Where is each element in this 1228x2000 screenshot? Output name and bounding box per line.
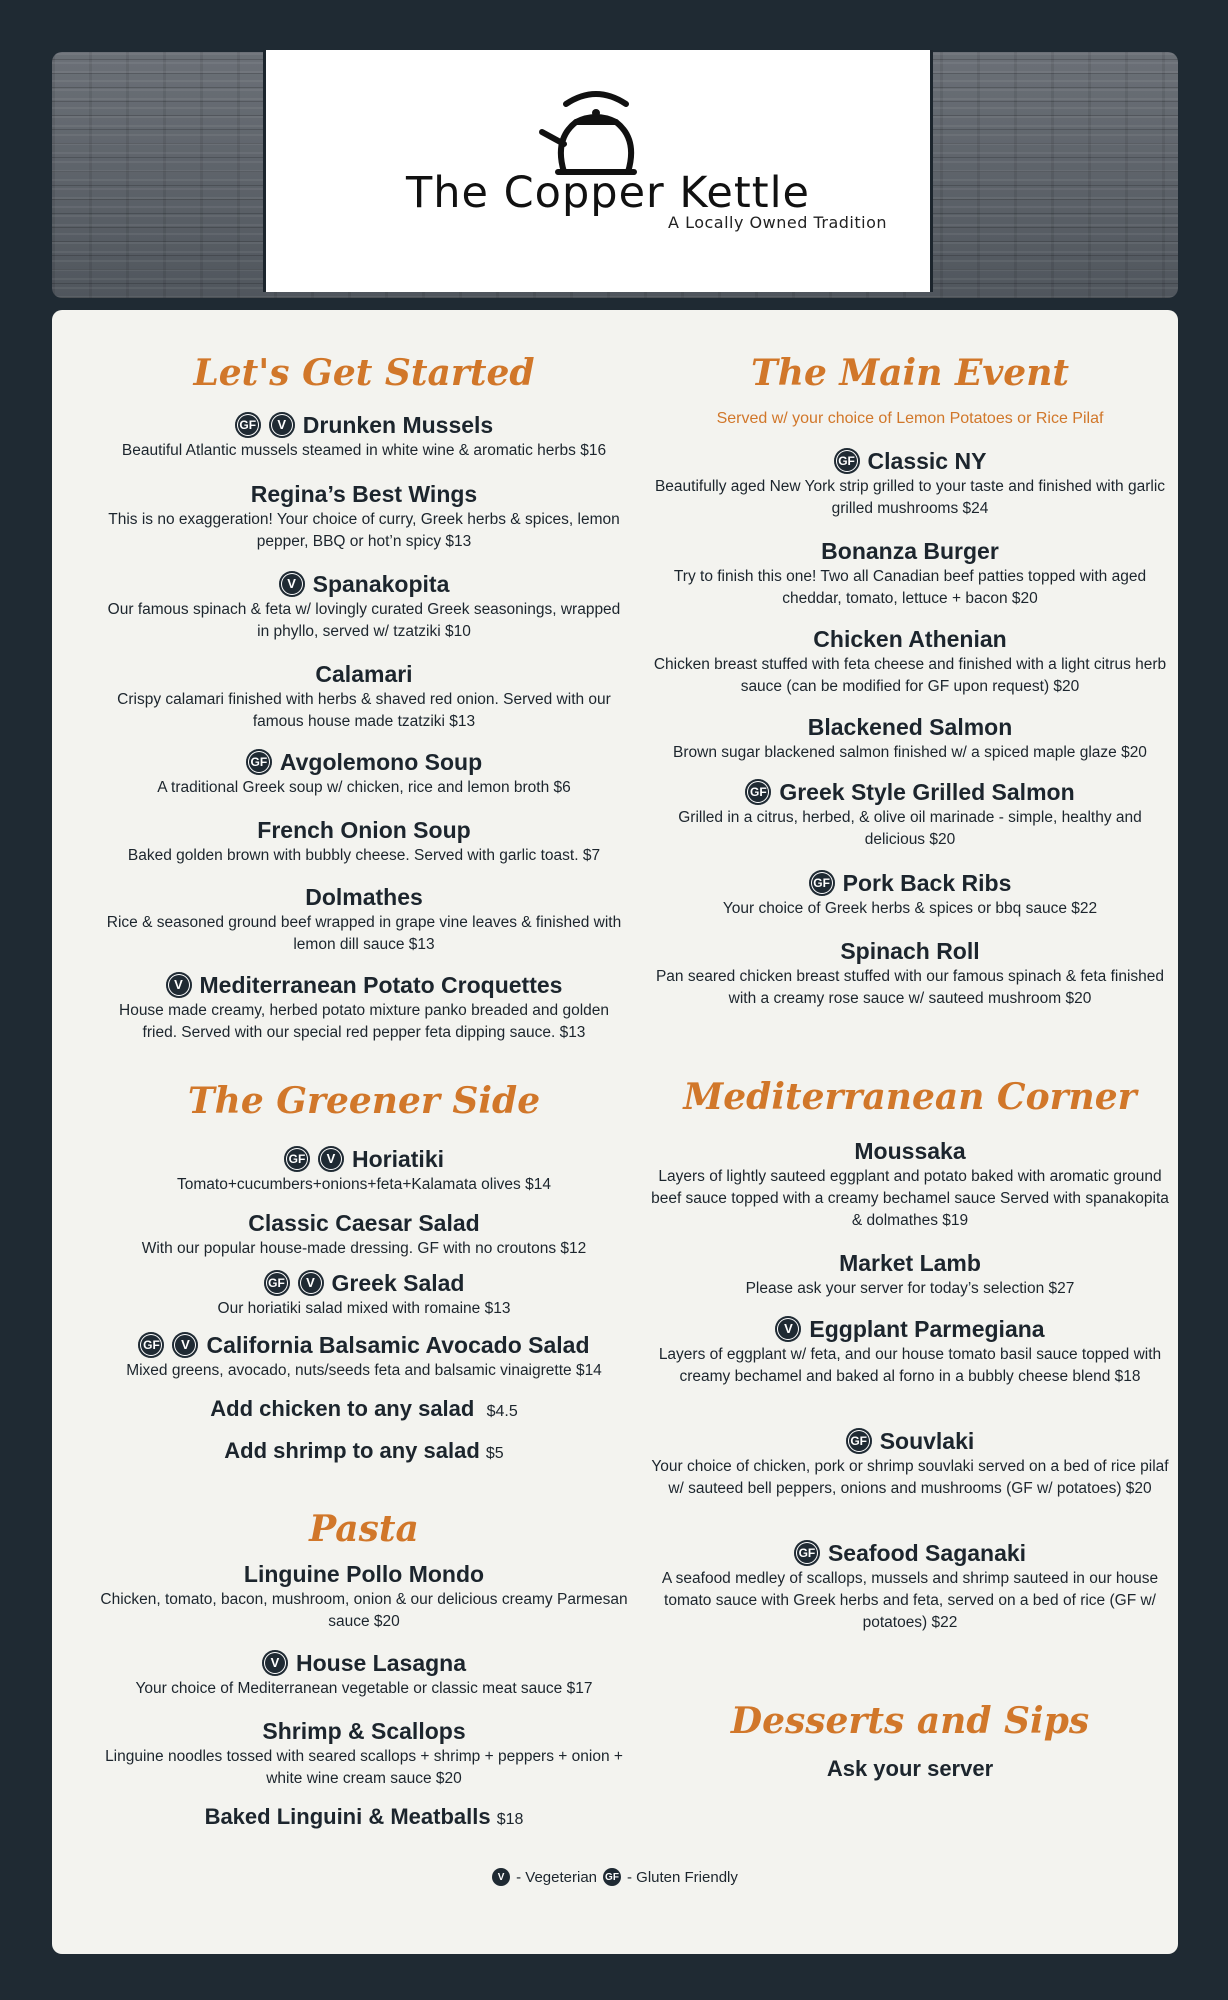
menu-item [94, 1208, 634, 1260]
item-name: Market Lamb [839, 1250, 981, 1276]
menu-card [52, 310, 1178, 1954]
item-name: Mediterranean Potato Croquettes [199, 972, 563, 998]
item-name: Moussaka [854, 1138, 966, 1164]
vegetarian-badge: V [172, 1332, 198, 1358]
kettle-icon [536, 84, 656, 179]
section-title-main: The Main Event [750, 352, 1070, 394]
gluten-free-badge: GF [235, 412, 261, 438]
menu-item [640, 868, 1180, 920]
item-desc: Beautiful Atlantic mussels steamed in white wine & aromatic herbs $16 [121, 442, 607, 459]
addon-price: $5 [485, 1445, 504, 1462]
logo-box [263, 50, 933, 292]
item-desc: Our famous spinach & feta w/ lovingly curated Greek seasonings, wrapped in phyllo, served w/ tzatziki $10 [107, 601, 621, 640]
item-name: Greek Style Grilled Salmon [779, 779, 1075, 805]
menu-item [640, 936, 1180, 1010]
menu-item [640, 712, 1180, 764]
item-name: Shrimp & Scallops [262, 1718, 466, 1744]
item-desc: Chicken, tomato, bacon, mushroom, onion & our delicious creamy Parmesan sauce $20 [100, 1591, 628, 1630]
menu-item [640, 1426, 1180, 1500]
item-desc: Rice & seasoned ground beef wrapped in grape vine leaves & finished with lemon dill sauce $13 [106, 914, 622, 953]
item-desc: This is no exaggeration! Your choice of curry, Greek herbs & spices, lemon pepper, BBQ or hot’n spicy $13 [108, 511, 620, 550]
legend [52, 1868, 1178, 1886]
legend-gf-text: - Gluten Friendly [627, 1868, 738, 1886]
menu-item [640, 1538, 1180, 1634]
item-desc: Beautifully aged New York strip grilled to your taste and finished with garlic grilled mushrooms $24 [654, 478, 1166, 517]
menu-item [94, 1268, 634, 1320]
menu-item [640, 777, 1180, 851]
gluten-free-badge: GF [745, 779, 771, 805]
item-name: French Onion Soup [257, 817, 471, 843]
item-desc: Tomato+cucumbers+onions+feta+Kalamata olives $14 [177, 1176, 551, 1193]
menu-item [94, 1648, 634, 1700]
item-name: Classic Caesar Salad [248, 1210, 480, 1236]
item-desc: Mixed greens, avocado, nuts/seeds feta and balsamic vinaigrette $14 [126, 1362, 602, 1379]
item-desc: Our horiatiki salad mixed with romaine $13 [217, 1300, 511, 1317]
menu-item [94, 747, 634, 799]
item-name: Chicken Athenian [813, 626, 1007, 652]
vegetarian-badge: V [775, 1316, 801, 1342]
section-title-mediterranean: Mediterranean Corner [683, 1076, 1137, 1118]
vegetarian-badge: V [318, 1146, 344, 1172]
item-desc: Crispy calamari finished with herbs & shaved red onion. Served with our famous house made tzatziki $13 [117, 691, 611, 730]
addon-label: Add shrimp to any salad [224, 1438, 480, 1463]
section-title-starters: Let's Get Started [193, 352, 535, 394]
brand-name: The Copper Kettle [406, 168, 810, 218]
gluten-free-badge: GF [264, 1270, 290, 1296]
vegetarian-badge: V [298, 1270, 324, 1296]
section-title-desserts: Desserts and Sips [730, 1700, 1090, 1742]
item-desc: Grilled in a citrus, herbed, & olive oil marinade - simple, healthy and delicious $20 [678, 809, 1142, 848]
salad-addon-shrimp [94, 1438, 634, 1464]
addon-label: Add chicken to any salad [210, 1396, 475, 1421]
salad-addon-chicken [94, 1396, 634, 1422]
menu-item [94, 1144, 634, 1196]
gluten-free-badge: GF [246, 749, 272, 775]
item-desc: Your choice of Greek herbs & spices or bbq sauce $22 [722, 900, 1098, 917]
menu-item [640, 446, 1180, 520]
menu-item [640, 1248, 1180, 1300]
item-desc: Pan seared chicken breast stuffed with our famous spinach & feta finished with a creamy rose sauce w/ sauteed mushroom $20 [655, 968, 1165, 1007]
item-name: Regina’s Best Wings [250, 481, 478, 507]
item-name: Bonanza Burger [821, 538, 999, 564]
item-desc: Baked golden brown with bubbly cheese. Served with garlic toast. $7 [127, 847, 601, 864]
section-title-greener: The Greener Side [187, 1080, 541, 1122]
item-name: House Lasagna [296, 1650, 466, 1676]
item-desc: Try to finish this one! Two all Canadian beef patties topped with aged cheddar, tomato, lettuce + bacon $20 [673, 568, 1147, 607]
item-name: Souvlaki [879, 1428, 975, 1454]
item-name: Avgolemono Soup [279, 749, 483, 775]
item-desc: Your choice of chicken, pork or shrimp souvlaki served on a bed of rice pilaf w/ sauteed bell peppers, onions and mushrooms (GF w/ potatoes) $20 [651, 1458, 1169, 1497]
vegetarian-badge: V [262, 1650, 288, 1676]
item-desc: With our popular house-made dressing. GF with no croutons $12 [141, 1240, 587, 1257]
menu-item [94, 1716, 634, 1790]
gluten-free-badge: GF [834, 448, 860, 474]
addon-price: $4.5 [486, 1403, 518, 1420]
gluten-free-badge: GF [138, 1332, 164, 1358]
item-desc: Layers of eggplant w/ feta, and our house tomato basil sauce topped with creamy bechamel and baked al forno in a bubbly cheese blend $18 [658, 1346, 1162, 1385]
item-desc: Please ask your server for today’s selection $27 [745, 1280, 1075, 1297]
vegetarian-badge: V [269, 412, 295, 438]
item-name: Drunken Mussels [302, 412, 494, 438]
menu-item [640, 1314, 1180, 1388]
item-name: Spinach Roll [840, 938, 980, 964]
gluten-free-badge: GF [846, 1428, 872, 1454]
item-name: Eggplant Parmegiana [809, 1316, 1045, 1342]
gluten-free-badge: GF [794, 1540, 820, 1566]
gluten-free-badge: GF [284, 1146, 310, 1172]
item-name: Calamari [315, 661, 413, 687]
gluten-free-badge: GF [809, 870, 835, 896]
item-name: Pork Back Ribs [842, 870, 1012, 896]
item-desc: A seafood medley of scallops, mussels and shrimp sauteed in our house tomato sauce with Greek herbs and feta, served on a bed of rice (GF w/ potatoes) $22 [661, 1570, 1159, 1631]
legend-veg-text: - Vegeterian [516, 1868, 597, 1886]
item-desc: Brown sugar blackened salmon finished w/ a spiced maple glaze $20 [673, 744, 1147, 761]
item-name: Classic NY [867, 448, 987, 474]
item-desc: House made creamy, herbed potato mixture panko breaded and golden fried. Served with our special red pepper feta dipping sauce. $13 [119, 1002, 609, 1041]
gluten-free-badge: GF [603, 1868, 621, 1886]
menu-item [94, 1330, 634, 1382]
menu-item [94, 882, 634, 956]
menu-item [94, 659, 634, 733]
menu-item [94, 970, 634, 1044]
item-price: $18 [496, 1811, 524, 1828]
item-name: Spanakopita [312, 571, 450, 597]
desserts-note: Ask your server [826, 1756, 994, 1781]
item-desc: Layers of lightly sauteed eggplant and potato baked with aromatic ground beef sauce topped with a creamy bechamel sauce Served with spanakopita & dolmathes $19 [651, 1168, 1169, 1229]
item-name: Baked Linguini & Meatballs [204, 1804, 491, 1829]
vegetarian-badge: V [492, 1868, 510, 1886]
menu-item [640, 536, 1180, 610]
menu-item [94, 1559, 634, 1633]
item-desc: Linguine noodles tossed with seared scallops + shrimp + peppers + onion + white wine cream sauce $20 [105, 1748, 623, 1787]
item-name: Horiatiki [351, 1146, 445, 1172]
item-name: California Balsamic Avocado Salad [206, 1332, 590, 1358]
menu-item [94, 815, 634, 867]
item-desc: Chicken breast stuffed with feta cheese and finished with a light citrus herb sauce (can be modified for GF upon request) $20 [653, 656, 1167, 695]
item-name: Dolmathes [305, 884, 423, 910]
item-name: Seafood Saganaki [827, 1540, 1027, 1566]
menu-item [94, 410, 634, 462]
menu-item [94, 479, 634, 553]
vegetarian-badge: V [279, 571, 305, 597]
brand-tagline: A Locally Owned Tradition [668, 213, 887, 232]
vegetarian-badge: V [166, 972, 192, 998]
main-served-note: Served w/ your choice of Lemon Potatoes or Rice Pilaf [716, 410, 1104, 427]
menu-item [640, 1136, 1180, 1232]
item-desc: Your choice of Mediterranean vegetable or classic meat sauce $17 [135, 1680, 593, 1697]
menu-item-baked-linguini [94, 1804, 634, 1830]
item-name: Blackened Salmon [807, 714, 1013, 740]
menu-item [640, 624, 1180, 698]
menu-item [94, 569, 634, 643]
item-name: Linguine Pollo Mondo [243, 1561, 485, 1587]
item-desc: A traditional Greek soup w/ chicken, rice and lemon broth $6 [157, 779, 571, 796]
section-title-pasta: Pasta [309, 1508, 419, 1550]
item-name: Greek Salad [331, 1270, 465, 1296]
